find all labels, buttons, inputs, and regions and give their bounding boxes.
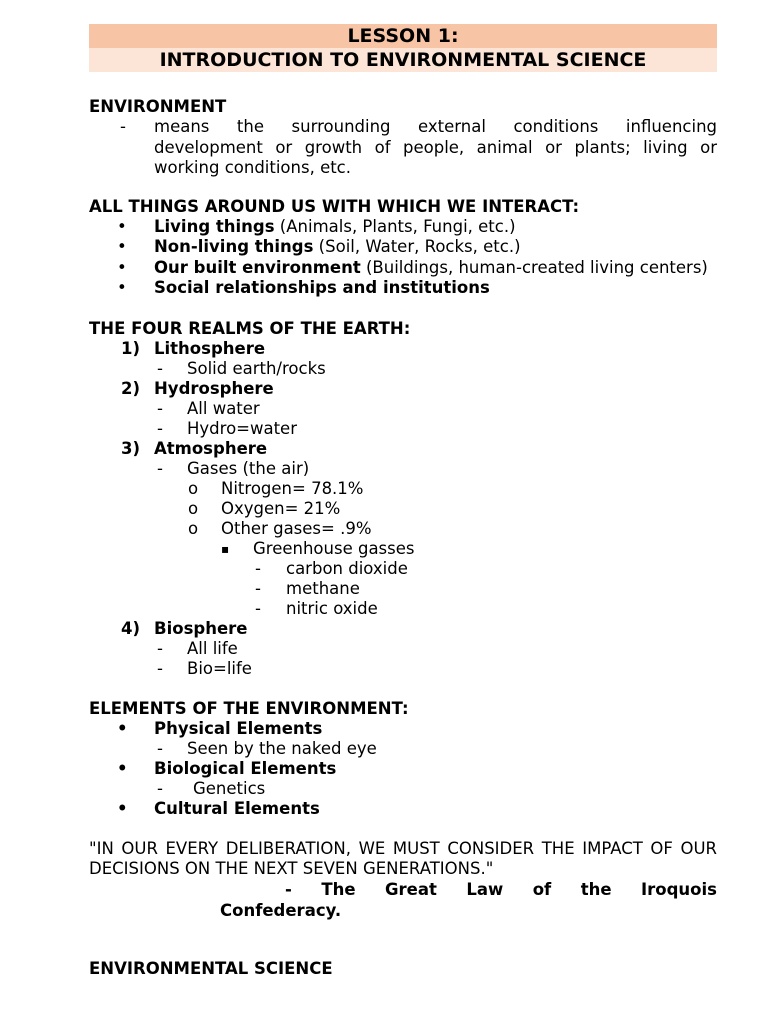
attribution-line: - The Great Law of the Iroquois: [285, 879, 717, 899]
interact-item-bold: Our built environment: [154, 257, 361, 277]
circle-marker: o: [188, 478, 199, 498]
realm-number: 2): [121, 378, 141, 398]
interact-item: [89, 217, 717, 238]
environment-heading: ENVIRONMENT: [89, 97, 227, 116]
gas-item: [89, 519, 717, 539]
realm-sub-text: Bio=life: [187, 658, 252, 678]
realm-sub-text: Hydro=water: [187, 418, 297, 438]
element-sub-text: Seen by the naked eye: [187, 738, 377, 758]
realm-name: Biosphere: [154, 618, 248, 638]
realm-item: [89, 339, 717, 359]
quote-attribution: [89, 879, 717, 921]
realm-sub-text: Gases (the air): [187, 458, 310, 478]
interact-item: [89, 258, 717, 279]
gas-text: Nitrogen= 78.1%: [221, 478, 364, 498]
interact-item-detail: (Soil, Water, Rocks, etc.): [313, 237, 521, 256]
realm-name: Atmosphere: [154, 438, 268, 458]
bullet-marker: •: [117, 237, 127, 256]
interact-item: [89, 237, 717, 258]
dash-marker: -: [120, 117, 126, 136]
greenhouse-item: [89, 539, 717, 559]
circle-marker: o: [188, 518, 199, 538]
element-name: Physical Elements: [154, 718, 323, 738]
quote-text: "IN OUR EVERY DELIBERATION, WE MUST CONSIDER THE IMPACT OF OUR DECISIONS ON THE NEXT SEVEN GENERATIONS.": [89, 838, 717, 878]
realm-name: Hydrosphere: [154, 378, 274, 398]
realm-item: [89, 379, 717, 399]
interact-item-detail: (Buildings, human-created living centers): [360, 257, 708, 277]
gas-text: Oxygen= 21%: [221, 498, 341, 518]
realm-sub: - Gases (the air): [157, 458, 310, 478]
realms-heading: THE FOUR REALMS OF THE EARTH:: [89, 318, 411, 338]
elements-heading: ELEMENTS OF THE ENVIRONMENT:: [89, 698, 409, 718]
realm-item: [89, 619, 717, 639]
square-marker: ▪: [221, 541, 230, 556]
environment-definition: [89, 117, 717, 179]
realm-sub-text: All life: [187, 638, 238, 658]
gas-item: [89, 479, 717, 499]
lesson-title: LESSON 1:: [89, 24, 717, 48]
realm-sub-text: All water: [187, 398, 260, 418]
attribution-line: Confederacy.: [220, 900, 342, 920]
interact-item-bold: Social relationships and institutions: [154, 278, 490, 297]
realm-sub: - Bio=life: [157, 658, 252, 678]
element-sub-text: Genetics: [193, 778, 266, 798]
realm-item: [89, 439, 717, 459]
greenhouse-gas-item: - carbon dioxide: [255, 558, 408, 578]
element-sub: - Genetics: [157, 778, 266, 798]
element-sub: - Seen by the naked eye: [157, 738, 377, 758]
element-item: [89, 719, 717, 739]
interact-heading: ALL THINGS AROUND US WITH WHICH WE INTERACT:: [89, 196, 580, 216]
realm-number: 4): [121, 618, 141, 638]
greenhouse-gas-item: - methane: [255, 578, 360, 598]
element-name: Biological Elements: [154, 758, 337, 778]
interact-item-bold: Non-living things: [154, 237, 314, 256]
realm-sub: - Solid earth/rocks: [157, 358, 326, 378]
realm-sub: - All life: [157, 638, 238, 658]
environmental-science-heading: ENVIRONMENTAL SCIENCE: [89, 958, 333, 978]
realm-sub: - All water: [157, 398, 260, 418]
greenhouse-text: Greenhouse gasses: [253, 538, 415, 558]
interact-item-bold: Living things: [154, 216, 275, 236]
element-item: [89, 799, 717, 819]
interact-item-detail: (Animals, Plants, Fungi, etc.): [274, 216, 516, 236]
lesson-subtitle: INTRODUCTION TO ENVIRONMENTAL SCIENCE: [89, 48, 717, 72]
environment-definition-text: means the surrounding external conditions influencing development or growth of people, animal or plants; living or working conditions, etc.: [154, 117, 717, 177]
realm-sub-text: Solid earth/rocks: [187, 358, 326, 378]
greenhouse-gas-text: methane: [286, 578, 360, 598]
realm-number: 3): [121, 438, 141, 458]
bullet-marker: •: [117, 216, 127, 236]
realm-name: Lithosphere: [154, 338, 266, 358]
bullet-marker: •: [117, 278, 127, 297]
realm-number: 1): [121, 338, 141, 358]
bullet-marker: •: [117, 758, 128, 778]
circle-marker: o: [188, 498, 199, 518]
element-name: Cultural Elements: [154, 798, 320, 818]
greenhouse-gas-item: - nitric oxide: [255, 598, 378, 618]
bullet-marker: •: [117, 257, 127, 277]
interact-item: [89, 278, 717, 299]
greenhouse-gas-text: nitric oxide: [286, 598, 378, 618]
element-item: [89, 759, 717, 779]
gas-item: [89, 499, 717, 519]
bullet-marker: •: [117, 718, 128, 738]
bullet-marker: •: [117, 798, 128, 818]
gas-text: Other gases= .9%: [221, 518, 372, 538]
lesson-page: [89, 24, 717, 979]
realm-sub: - Hydro=water: [157, 418, 297, 438]
greenhouse-gas-text: carbon dioxide: [286, 558, 408, 578]
